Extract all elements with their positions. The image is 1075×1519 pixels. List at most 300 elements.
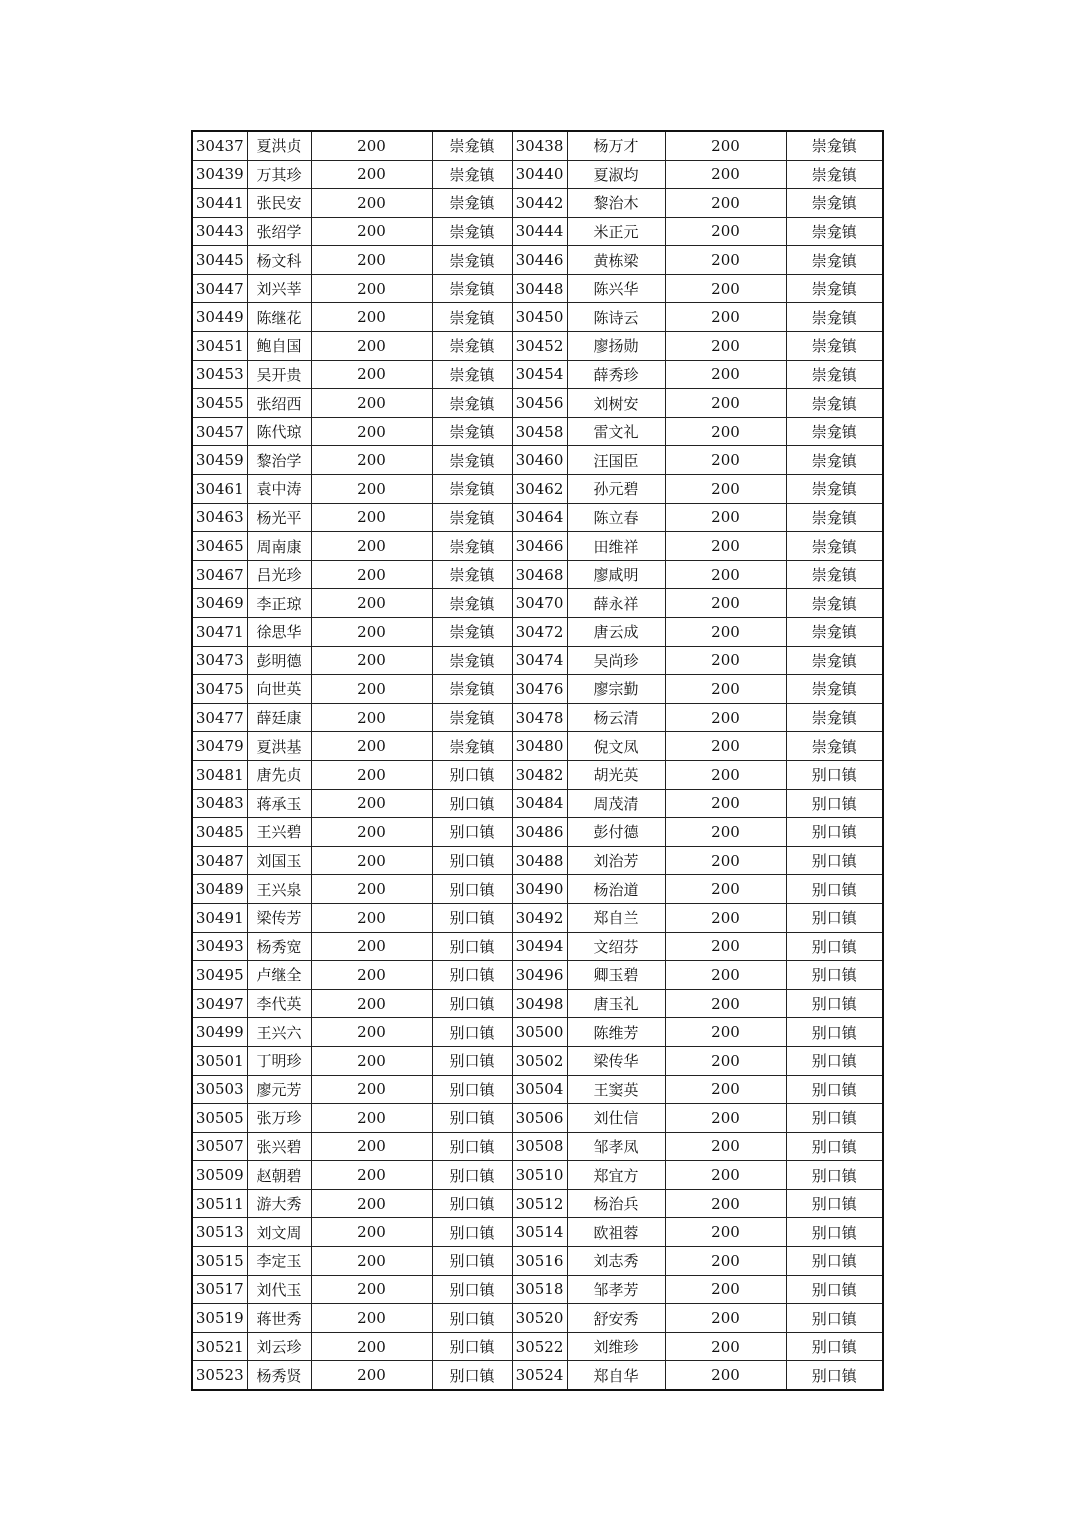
amount-cell: 200 — [665, 217, 786, 246]
amount-cell: 200 — [665, 675, 786, 704]
town-cell: 别口镇 — [432, 1104, 512, 1133]
person-name-cell: 廖咸明 — [567, 560, 665, 589]
table-row — [192, 360, 883, 389]
town-cell: 崇龛镇 — [432, 532, 512, 561]
town-cell: 别口镇 — [432, 1361, 512, 1390]
amount-cell: 200 — [311, 303, 432, 332]
town-cell: 别口镇 — [432, 1332, 512, 1361]
amount-cell: 200 — [665, 360, 786, 389]
amount-cell: 200 — [665, 760, 786, 789]
record-id-cell: 30477 — [192, 703, 247, 732]
amount-cell: 200 — [665, 703, 786, 732]
amount-cell: 200 — [311, 1132, 432, 1161]
town-cell: 崇龛镇 — [786, 389, 883, 418]
person-name-cell: 邹孝芳 — [567, 1275, 665, 1304]
person-name-cell: 刘树安 — [567, 389, 665, 418]
town-cell: 崇龛镇 — [786, 618, 883, 647]
person-name-cell: 杨云清 — [567, 703, 665, 732]
record-id-cell: 30492 — [512, 903, 567, 932]
amount-cell: 200 — [665, 646, 786, 675]
town-cell: 崇龛镇 — [432, 131, 512, 160]
amount-cell: 200 — [665, 332, 786, 361]
table-row — [192, 1304, 883, 1333]
table-row — [192, 1218, 883, 1247]
person-name-cell: 周南康 — [247, 532, 311, 561]
town-cell: 别口镇 — [786, 1046, 883, 1075]
amount-cell: 200 — [311, 1075, 432, 1104]
town-cell: 崇龛镇 — [432, 703, 512, 732]
amount-cell: 200 — [665, 961, 786, 990]
person-name-cell: 吴尚珍 — [567, 646, 665, 675]
amount-cell: 200 — [311, 646, 432, 675]
amount-cell: 200 — [665, 1104, 786, 1133]
record-id-cell: 30490 — [512, 875, 567, 904]
person-name-cell: 唐玉礼 — [567, 989, 665, 1018]
person-name-cell: 刘维珍 — [567, 1332, 665, 1361]
record-id-cell: 30506 — [512, 1104, 567, 1133]
amount-cell: 200 — [665, 589, 786, 618]
person-name-cell: 廖元芳 — [247, 1075, 311, 1104]
town-cell: 崇龛镇 — [786, 217, 883, 246]
town-cell: 崇龛镇 — [432, 246, 512, 275]
town-cell: 别口镇 — [786, 1275, 883, 1304]
amount-cell: 200 — [665, 1361, 786, 1390]
record-id-cell: 30468 — [512, 560, 567, 589]
amount-cell: 200 — [311, 360, 432, 389]
amount-cell: 200 — [311, 246, 432, 275]
town-cell: 别口镇 — [786, 1132, 883, 1161]
town-cell: 崇龛镇 — [786, 589, 883, 618]
person-name-cell: 陈继花 — [247, 303, 311, 332]
record-id-cell: 30515 — [192, 1247, 247, 1276]
amount-cell: 200 — [311, 332, 432, 361]
record-id-cell: 30496 — [512, 961, 567, 990]
person-name-cell: 薛廷康 — [247, 703, 311, 732]
person-name-cell: 刘仕信 — [567, 1104, 665, 1133]
town-cell: 崇龛镇 — [786, 503, 883, 532]
amount-cell: 200 — [665, 274, 786, 303]
town-cell: 别口镇 — [432, 875, 512, 904]
table-row — [192, 1161, 883, 1190]
amount-cell: 200 — [311, 903, 432, 932]
record-id-cell: 30514 — [512, 1218, 567, 1247]
record-id-cell: 30517 — [192, 1275, 247, 1304]
record-id-cell: 30509 — [192, 1161, 247, 1190]
record-id-cell: 30502 — [512, 1046, 567, 1075]
person-name-cell: 陈兴华 — [567, 274, 665, 303]
table-row — [192, 1247, 883, 1276]
town-cell: 崇龛镇 — [786, 703, 883, 732]
record-id-cell: 30473 — [192, 646, 247, 675]
table-row — [192, 274, 883, 303]
table-row — [192, 1075, 883, 1104]
town-cell: 崇龛镇 — [432, 274, 512, 303]
amount-cell: 200 — [311, 703, 432, 732]
town-cell: 别口镇 — [432, 932, 512, 961]
town-cell: 崇龛镇 — [432, 589, 512, 618]
record-id-cell: 30474 — [512, 646, 567, 675]
town-cell: 别口镇 — [432, 789, 512, 818]
amount-cell: 200 — [311, 932, 432, 961]
person-name-cell: 王兴泉 — [247, 875, 311, 904]
town-cell: 崇龛镇 — [786, 560, 883, 589]
person-name-cell: 唐云成 — [567, 618, 665, 647]
town-cell: 别口镇 — [786, 1104, 883, 1133]
person-name-cell: 刘国玉 — [247, 846, 311, 875]
town-cell: 别口镇 — [432, 989, 512, 1018]
person-name-cell: 薛永祥 — [567, 589, 665, 618]
amount-cell: 200 — [311, 1304, 432, 1333]
amount-cell: 200 — [311, 274, 432, 303]
table-row — [192, 589, 883, 618]
amount-cell: 200 — [665, 1046, 786, 1075]
amount-cell: 200 — [665, 818, 786, 847]
record-id-cell: 30499 — [192, 1018, 247, 1047]
town-cell: 崇龛镇 — [432, 560, 512, 589]
amount-cell: 200 — [311, 618, 432, 647]
town-cell: 别口镇 — [786, 1189, 883, 1218]
amount-cell: 200 — [311, 503, 432, 532]
town-cell: 别口镇 — [432, 1218, 512, 1247]
town-cell: 别口镇 — [432, 1075, 512, 1104]
amount-cell: 200 — [665, 732, 786, 761]
record-id-cell: 30466 — [512, 532, 567, 561]
record-id-cell: 30485 — [192, 818, 247, 847]
table-row — [192, 989, 883, 1018]
town-cell: 别口镇 — [786, 1247, 883, 1276]
town-cell: 崇龛镇 — [786, 446, 883, 475]
town-cell: 崇龛镇 — [432, 417, 512, 446]
town-cell: 别口镇 — [432, 1046, 512, 1075]
person-name-cell: 夏淑均 — [567, 160, 665, 189]
person-name-cell: 杨文科 — [247, 246, 311, 275]
table-row — [192, 961, 883, 990]
amount-cell: 200 — [311, 1046, 432, 1075]
town-cell: 崇龛镇 — [786, 417, 883, 446]
record-id-cell: 30478 — [512, 703, 567, 732]
town-cell: 崇龛镇 — [786, 274, 883, 303]
person-name-cell: 蒋承玉 — [247, 789, 311, 818]
town-cell: 别口镇 — [786, 789, 883, 818]
amount-cell: 200 — [311, 160, 432, 189]
person-name-cell: 刘治芳 — [567, 846, 665, 875]
record-id-cell: 30449 — [192, 303, 247, 332]
town-cell: 别口镇 — [432, 1247, 512, 1276]
person-name-cell: 倪文凤 — [567, 732, 665, 761]
record-id-cell: 30505 — [192, 1104, 247, 1133]
table-row — [192, 332, 883, 361]
person-name-cell: 王窦英 — [567, 1075, 665, 1104]
record-id-cell: 30516 — [512, 1247, 567, 1276]
record-id-cell: 30457 — [192, 417, 247, 446]
amount-cell: 200 — [311, 732, 432, 761]
table-row — [192, 1046, 883, 1075]
person-name-cell: 王兴六 — [247, 1018, 311, 1047]
table-row — [192, 1018, 883, 1047]
record-id-cell: 30472 — [512, 618, 567, 647]
table-row — [192, 875, 883, 904]
table-row — [192, 818, 883, 847]
amount-cell: 200 — [665, 1247, 786, 1276]
amount-cell: 200 — [311, 1018, 432, 1047]
record-id-cell: 30463 — [192, 503, 247, 532]
table-row — [192, 903, 883, 932]
person-name-cell: 黄栋梁 — [567, 246, 665, 275]
person-name-cell: 刘代玉 — [247, 1275, 311, 1304]
person-name-cell: 鲍自国 — [247, 332, 311, 361]
record-id-cell: 30513 — [192, 1218, 247, 1247]
record-id-cell: 30488 — [512, 846, 567, 875]
record-id-cell: 30484 — [512, 789, 567, 818]
amount-cell: 200 — [665, 475, 786, 504]
amount-cell: 200 — [665, 417, 786, 446]
person-name-cell: 薛秀珍 — [567, 360, 665, 389]
record-id-cell: 30440 — [512, 160, 567, 189]
person-name-cell: 彭付德 — [567, 818, 665, 847]
amount-cell: 200 — [311, 532, 432, 561]
person-name-cell: 廖宗勤 — [567, 675, 665, 704]
town-cell: 别口镇 — [432, 1275, 512, 1304]
amount-cell: 200 — [665, 1275, 786, 1304]
record-id-cell: 30461 — [192, 475, 247, 504]
record-id-cell: 30501 — [192, 1046, 247, 1075]
amount-cell: 200 — [311, 1104, 432, 1133]
town-cell: 别口镇 — [786, 875, 883, 904]
town-cell: 别口镇 — [786, 903, 883, 932]
town-cell: 崇龛镇 — [432, 732, 512, 761]
amount-cell: 200 — [311, 760, 432, 789]
table-row — [192, 1275, 883, 1304]
amount-cell: 200 — [311, 1189, 432, 1218]
amount-cell: 200 — [665, 532, 786, 561]
record-id-cell: 30487 — [192, 846, 247, 875]
town-cell: 别口镇 — [432, 760, 512, 789]
record-id-cell: 30467 — [192, 560, 247, 589]
person-name-cell: 吴开贵 — [247, 360, 311, 389]
table-row — [192, 446, 883, 475]
amount-cell: 200 — [665, 446, 786, 475]
record-id-cell: 30460 — [512, 446, 567, 475]
record-id-cell: 30438 — [512, 131, 567, 160]
person-name-cell: 杨秀宽 — [247, 932, 311, 961]
town-cell: 别口镇 — [786, 760, 883, 789]
record-id-cell: 30500 — [512, 1018, 567, 1047]
person-name-cell: 雷文礼 — [567, 417, 665, 446]
table-row — [192, 703, 883, 732]
town-cell: 别口镇 — [432, 1132, 512, 1161]
record-id-cell: 30483 — [192, 789, 247, 818]
amount-cell: 200 — [311, 131, 432, 160]
record-id-cell: 30494 — [512, 932, 567, 961]
amount-cell: 200 — [665, 1018, 786, 1047]
amount-cell: 200 — [311, 989, 432, 1018]
person-name-cell: 田维祥 — [567, 532, 665, 561]
person-name-cell: 万其珍 — [247, 160, 311, 189]
amount-cell: 200 — [665, 1075, 786, 1104]
amount-cell: 200 — [311, 217, 432, 246]
amount-cell: 200 — [665, 1189, 786, 1218]
amount-cell: 200 — [311, 675, 432, 704]
town-cell: 崇龛镇 — [786, 732, 883, 761]
record-id-cell: 30444 — [512, 217, 567, 246]
record-id-cell: 30465 — [192, 532, 247, 561]
person-name-cell: 刘兴莘 — [247, 274, 311, 303]
amount-cell: 200 — [311, 1161, 432, 1190]
town-cell: 崇龛镇 — [432, 303, 512, 332]
record-id-cell: 30497 — [192, 989, 247, 1018]
amount-cell: 200 — [311, 1247, 432, 1276]
record-id-cell: 30443 — [192, 217, 247, 246]
person-name-cell: 刘云珍 — [247, 1332, 311, 1361]
table-row — [192, 131, 883, 160]
person-name-cell: 赵朝碧 — [247, 1161, 311, 1190]
town-cell: 别口镇 — [432, 903, 512, 932]
amount-cell: 200 — [665, 932, 786, 961]
table-row — [192, 475, 883, 504]
town-cell: 崇龛镇 — [432, 189, 512, 218]
record-id-cell: 30475 — [192, 675, 247, 704]
person-name-cell: 陈立春 — [567, 503, 665, 532]
record-id-cell: 30464 — [512, 503, 567, 532]
amount-cell: 200 — [665, 789, 786, 818]
record-id-cell: 30453 — [192, 360, 247, 389]
person-name-cell: 刘文周 — [247, 1218, 311, 1247]
amount-cell: 200 — [665, 131, 786, 160]
record-id-cell: 30507 — [192, 1132, 247, 1161]
amount-cell: 200 — [665, 1332, 786, 1361]
person-name-cell: 郑自华 — [567, 1361, 665, 1390]
record-id-cell: 30523 — [192, 1361, 247, 1390]
record-id-cell: 30489 — [192, 875, 247, 904]
amount-cell: 200 — [311, 818, 432, 847]
record-id-cell: 30486 — [512, 818, 567, 847]
person-name-cell: 袁中涛 — [247, 475, 311, 504]
person-name-cell: 徐思华 — [247, 618, 311, 647]
amount-cell: 200 — [311, 475, 432, 504]
amount-cell: 200 — [311, 1332, 432, 1361]
person-name-cell: 胡光英 — [567, 760, 665, 789]
table-row — [192, 675, 883, 704]
person-name-cell: 汪国臣 — [567, 446, 665, 475]
town-cell: 崇龛镇 — [432, 475, 512, 504]
amount-cell: 200 — [665, 846, 786, 875]
record-id-cell: 30437 — [192, 131, 247, 160]
town-cell: 崇龛镇 — [786, 675, 883, 704]
person-name-cell: 陈诗云 — [567, 303, 665, 332]
record-id-cell: 30503 — [192, 1075, 247, 1104]
record-id-cell: 30476 — [512, 675, 567, 704]
amount-cell: 200 — [665, 189, 786, 218]
record-id-cell: 30445 — [192, 246, 247, 275]
person-name-cell: 杨治道 — [567, 875, 665, 904]
town-cell: 别口镇 — [786, 961, 883, 990]
person-name-cell: 李定玉 — [247, 1247, 311, 1276]
person-name-cell: 邹孝凤 — [567, 1132, 665, 1161]
amount-cell: 200 — [665, 875, 786, 904]
record-id-cell: 30495 — [192, 961, 247, 990]
record-id-cell: 30454 — [512, 360, 567, 389]
table-row — [192, 389, 883, 418]
town-cell: 崇龛镇 — [432, 503, 512, 532]
person-name-cell: 周茂清 — [567, 789, 665, 818]
table-row — [192, 732, 883, 761]
amount-cell: 200 — [311, 1218, 432, 1247]
amount-cell: 200 — [665, 160, 786, 189]
amount-cell: 200 — [665, 1218, 786, 1247]
record-id-cell: 30450 — [512, 303, 567, 332]
town-cell: 别口镇 — [786, 1332, 883, 1361]
person-name-cell: 卢继全 — [247, 961, 311, 990]
town-cell: 崇龛镇 — [432, 446, 512, 475]
person-name-cell: 李代英 — [247, 989, 311, 1018]
amount-cell: 200 — [665, 246, 786, 275]
amount-cell: 200 — [665, 560, 786, 589]
town-cell: 崇龛镇 — [786, 131, 883, 160]
town-cell: 别口镇 — [786, 1361, 883, 1390]
person-name-cell: 夏洪基 — [247, 732, 311, 761]
person-name-cell: 米正元 — [567, 217, 665, 246]
person-name-cell: 向世英 — [247, 675, 311, 704]
town-cell: 别口镇 — [786, 1075, 883, 1104]
town-cell: 崇龛镇 — [432, 360, 512, 389]
table-row — [192, 189, 883, 218]
town-cell: 别口镇 — [432, 818, 512, 847]
amount-cell: 200 — [311, 1361, 432, 1390]
amount-cell: 200 — [311, 1275, 432, 1304]
table-row — [192, 1361, 883, 1390]
table-row — [192, 846, 883, 875]
person-name-cell: 欧祖蓉 — [567, 1218, 665, 1247]
person-name-cell: 郑宜方 — [567, 1161, 665, 1190]
town-cell: 别口镇 — [786, 932, 883, 961]
table-row — [192, 618, 883, 647]
town-cell: 别口镇 — [432, 1161, 512, 1190]
amount-cell: 200 — [311, 446, 432, 475]
record-id-cell: 30511 — [192, 1189, 247, 1218]
roster-table — [191, 130, 884, 1391]
amount-cell: 200 — [311, 875, 432, 904]
table-row — [192, 160, 883, 189]
person-name-cell: 郑自兰 — [567, 903, 665, 932]
table-row — [192, 532, 883, 561]
amount-cell: 200 — [311, 589, 432, 618]
town-cell: 别口镇 — [432, 846, 512, 875]
record-id-cell: 30522 — [512, 1332, 567, 1361]
amount-cell: 200 — [665, 389, 786, 418]
table-row — [192, 1104, 883, 1133]
record-id-cell: 30446 — [512, 246, 567, 275]
amount-cell: 200 — [311, 961, 432, 990]
town-cell: 别口镇 — [786, 1304, 883, 1333]
record-id-cell: 30519 — [192, 1304, 247, 1333]
table-row — [192, 503, 883, 532]
record-id-cell: 30524 — [512, 1361, 567, 1390]
person-name-cell: 张万珍 — [247, 1104, 311, 1133]
amount-cell: 200 — [311, 417, 432, 446]
table-row — [192, 246, 883, 275]
amount-cell: 200 — [311, 846, 432, 875]
amount-cell: 200 — [665, 989, 786, 1018]
person-name-cell: 王兴碧 — [247, 818, 311, 847]
record-id-cell: 30456 — [512, 389, 567, 418]
record-id-cell: 30504 — [512, 1075, 567, 1104]
amount-cell: 200 — [665, 1161, 786, 1190]
person-name-cell: 黎治木 — [567, 189, 665, 218]
person-name-cell: 丁明珍 — [247, 1046, 311, 1075]
town-cell: 别口镇 — [786, 818, 883, 847]
record-id-cell: 30451 — [192, 332, 247, 361]
record-id-cell: 30441 — [192, 189, 247, 218]
